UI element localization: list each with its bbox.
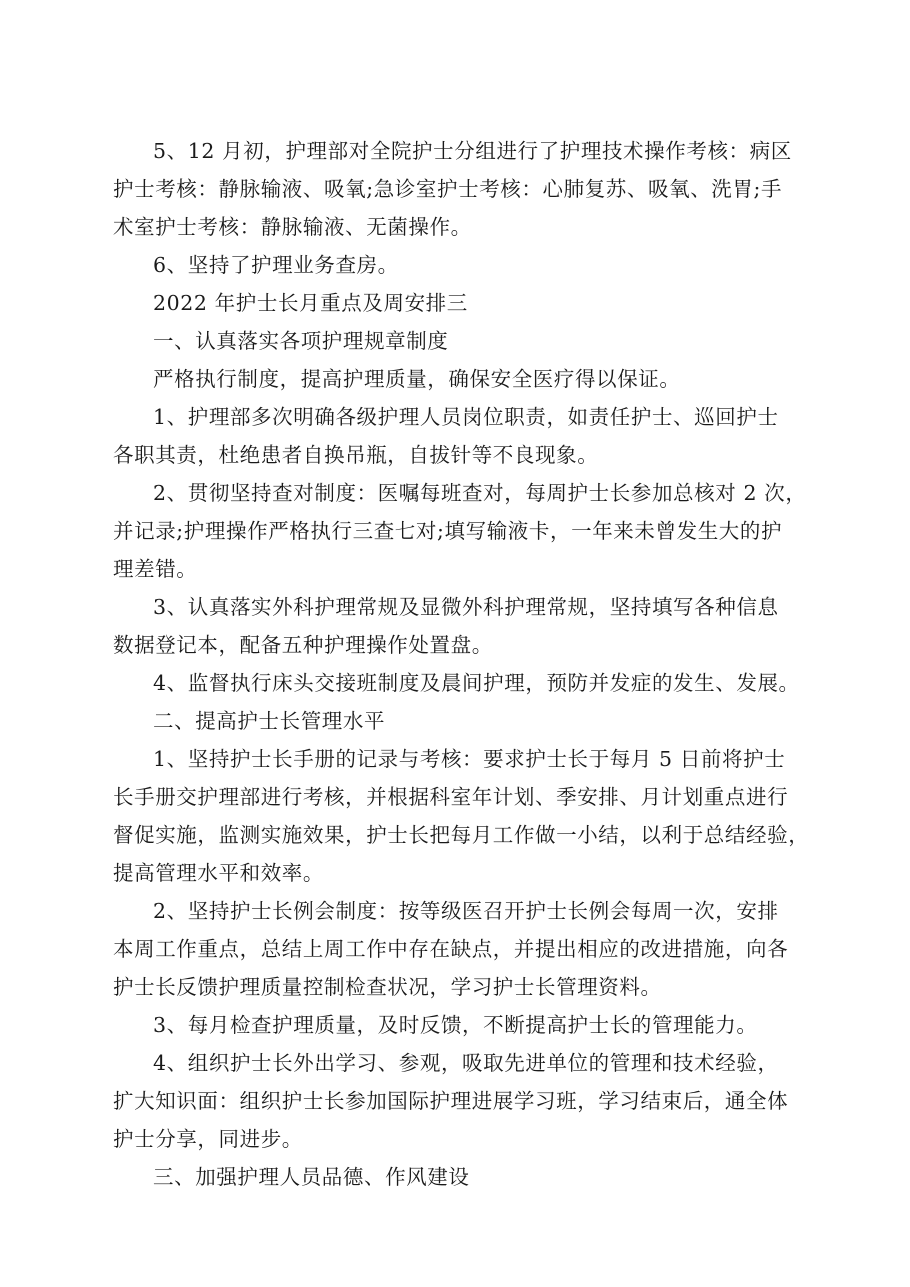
text-line: 本周工作重点，总结上周工作中存在缺点，并提出相应的改进措施，向各 xyxy=(113,937,789,961)
text-line: 护士分享，同进步。 xyxy=(113,1127,303,1151)
text-line: 2、坚持护士长例会制度：按等级医召开护士长例会每周一次，安排 xyxy=(153,899,779,923)
text-line: 扩大知识面：组织护士长参加国际护理进展学习班，学习结束后，通全体 xyxy=(113,1089,789,1113)
text-line: 4、组织护士长外出学习、参观，吸取先进单位的管理和技术经验， xyxy=(153,1051,779,1075)
text-line: 6、坚持了护理业务查房。 xyxy=(153,253,399,277)
text-line: 提高管理水平和效率。 xyxy=(113,861,324,885)
text-line: 数据登记本，配备五种护理操作处置盘。 xyxy=(113,633,493,657)
section-heading: 一、认真落实各项护理规章制度 xyxy=(153,329,449,353)
text-line: 5、12 月初，护理部对全院护士分组进行了护理技术操作考核：病区 xyxy=(153,139,792,163)
text-line: 严格执行制度，提高护理质量，确保安全医疗得以保证。 xyxy=(153,367,681,391)
text-line: 3、认真落实外科护理常规及显微外科护理常规，坚持填写各种信息 xyxy=(153,595,779,619)
text-line: 各职其责，杜绝患者自换吊瓶，自拔针等不良现象。 xyxy=(113,443,599,467)
text-line: 1、坚持护士长手册的记录与考核：要求护士长于每月 5 日前将护士 xyxy=(153,747,786,771)
text-line: 并记录;护理操作严格执行三查七对;填写输液卡，一年来未曾发生大的护 xyxy=(113,519,783,543)
text-line: 长手册交护理部进行考核，并根据科室年计划、季安排、月计划重点进行 xyxy=(113,785,789,809)
text-line: 4、监督执行床头交接班制度及晨间护理，预防并发症的发生、发展。 xyxy=(153,671,800,695)
text-line: 2、贯彻坚持查对制度：医嘱每班查对，每周护士长参加总核对 2 次， xyxy=(153,481,807,505)
section-heading: 三、加强护理人员品德、作风建设 xyxy=(153,1165,470,1189)
text-line: 术室护士考核：静脉输液、无菌操作。 xyxy=(113,215,472,239)
text-line: 督促实施，监测实施效果，护士长把每月工作做一小结，以利于总结经验， xyxy=(113,823,810,847)
text-line: 护士长反馈护理质量控制检查状况，学习护士长管理资料。 xyxy=(113,975,662,999)
text-line: 1、护理部多次明确各级护理人员岗位职责，如责任护士、巡回护士 xyxy=(153,405,779,429)
section-title: 2022 年护士长月重点及周安排三 xyxy=(153,291,468,315)
text-line: 理差错。 xyxy=(113,557,198,581)
section-heading: 二、提高护士长管理水平 xyxy=(153,709,386,733)
text-line: 护士考核：静脉输液、吸氧;急诊室护士考核：心肺复苏、吸氧、洗胃;手 xyxy=(113,177,783,201)
text-line: 3、每月检查护理质量，及时反馈，不断提高护士长的管理能力。 xyxy=(153,1013,758,1037)
